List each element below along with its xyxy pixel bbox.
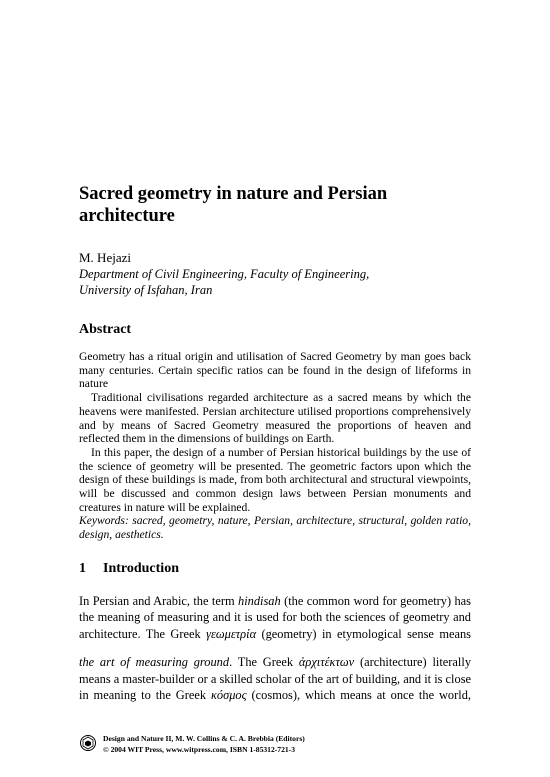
author-name: M. Hejazi: [79, 250, 131, 265]
affiliation-line: University of Isfahan, Iran: [79, 283, 213, 297]
text: in meaning to the Greek: [79, 688, 211, 703]
abstract-heading: Abstract: [79, 322, 132, 337]
text-line: [79, 626, 471, 642]
phrase-art-of-measuring: the art of measuring ground: [79, 655, 230, 670]
greek-geometria: γεωμετρία: [206, 626, 257, 641]
section-number: 1: [79, 561, 86, 576]
section-heading: [79, 561, 179, 577]
text: (the common word for geometry) has: [280, 594, 471, 608]
abstract-paragraph: Geometry has a ritual origin and utilisation of Sacred Geometry by man goes back many centuries. Certain specific ratios can be found in the design of lifeforms in nature: [79, 350, 471, 391]
text-line: [79, 687, 471, 703]
abstract-paragraph: Traditional civilisations regarded architecture as a sacred means by which the heavens were manifested. Persian architecture utilised proportions comprehensively and by means of Sacred Geometry measured the proportions of heaven and reflected them in the dimensions of buildings on Earth.: [79, 391, 471, 446]
abstract-paragraph: In this paper, the design of a number of Persian historical buildings by the use of the science of geometry will be presented. The geometric factors upon which the design of these buildings is made, from both architectural and structural viewpoints, will be discussed and common design laws between Persian monuments and creatures in nature will be explained.: [79, 445, 471, 514]
footer-line: Design and Nature II, M. W. Collins & C. A. Brebbia (Editors): [103, 734, 305, 743]
copyright-notice: [103, 733, 305, 755]
text: (geometry) in etymological sense means: [256, 626, 472, 641]
greek-kosmos: κόσμος: [210, 688, 247, 703]
text: In Persian and Arabic, the term: [79, 594, 238, 608]
text-line: the meaning of measuring and it is used for both the sciences of geometry and: [79, 610, 471, 625]
text: (cosmos), which means at once the world,: [246, 688, 471, 703]
affiliation: [79, 266, 471, 298]
section-title: Introduction: [103, 561, 179, 576]
term-hindisah: hindisah: [238, 594, 281, 608]
abstract-body: [79, 350, 471, 542]
text: . The Greek: [229, 655, 299, 670]
page-footer: [79, 733, 471, 763]
intro-body: [79, 593, 471, 703]
text-line: [79, 654, 471, 670]
text: architecture. The Greek: [79, 626, 207, 641]
text: (architecture) literally: [354, 655, 472, 670]
greek-architekton: ἀρχιτέκτων: [298, 655, 355, 670]
text-line: means a master-builder or a skilled scholar of the art of building, and it is close: [79, 671, 472, 686]
affiliation-line: Department of Civil Engineering, Faculty of Engineering,: [79, 267, 370, 281]
text-line: [79, 593, 471, 609]
publisher-logo-icon: [79, 734, 97, 752]
footer-line: © 2004 WIT Press, www.witpress.com, ISBN 1-85312-721-3: [103, 745, 296, 754]
paper-title: Sacred geometry in nature and Persian architecture: [79, 184, 388, 226]
keywords: Keywords: sacred, geometry, nature, Persian, architecture, structural, golden ratio, design, aesthetics.: [79, 514, 471, 542]
